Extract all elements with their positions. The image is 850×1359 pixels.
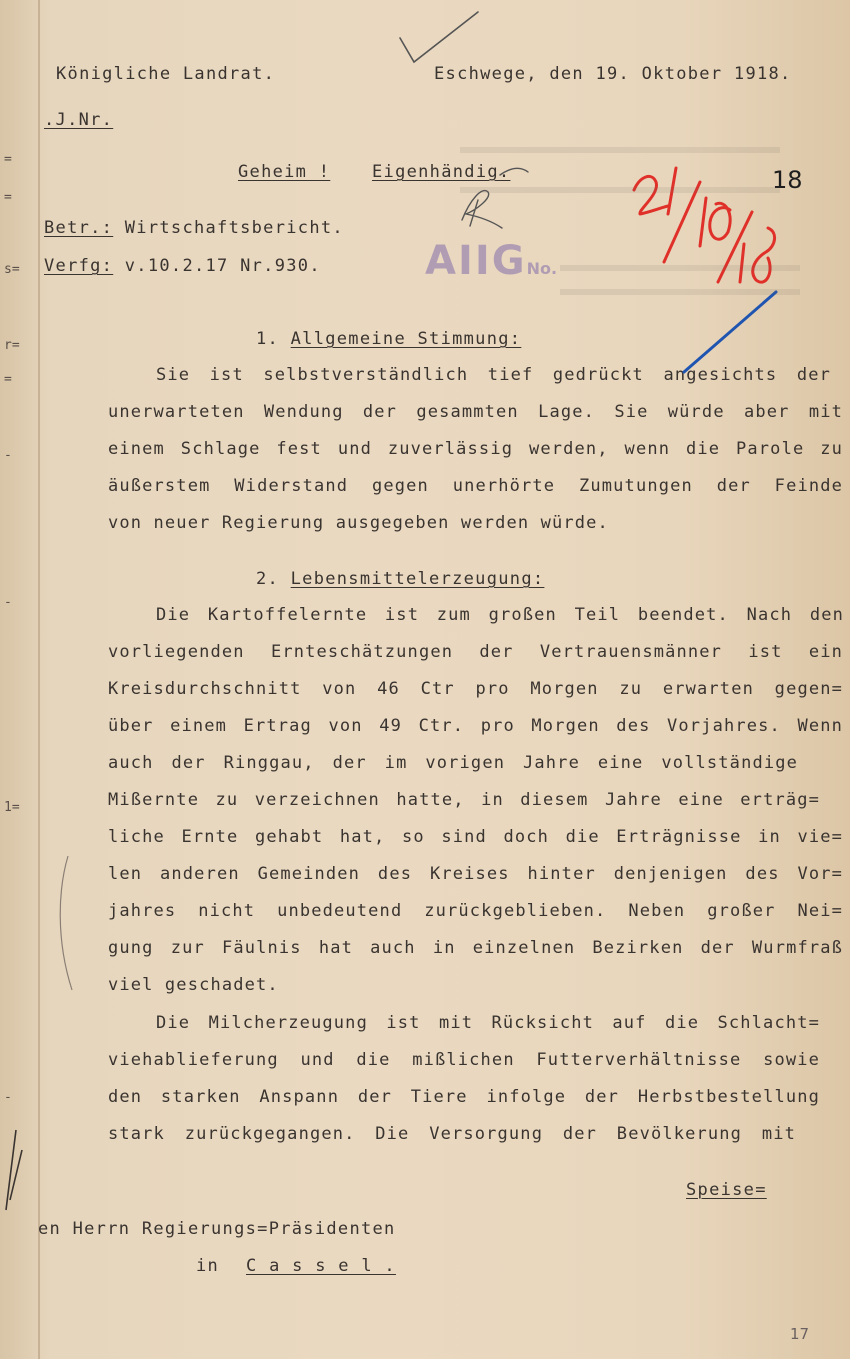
pencil-initial-mark <box>462 168 528 228</box>
text-line: den starken Anspann der Tiere infolge der Herbstbestellung <box>108 1087 820 1107</box>
margin-mark: - <box>4 1090 12 1105</box>
place-date: Eschwege, den 19. Oktober 1918. <box>434 64 792 84</box>
text-line: vorliegenden Ernteschätzungen der Vertrauensmänner ist ein <box>108 642 843 662</box>
text-line: Kreisdurchschnitt von 46 Ctr pro Morgen zu erwarten gegen= <box>108 679 843 699</box>
margin-mark: - <box>4 595 12 610</box>
office-name: Königliche Landrat. <box>56 64 276 84</box>
text-line: Sie ist selbstverständlich tief gedrückt angesichts der <box>156 365 831 385</box>
stamp-no: No. <box>526 259 558 278</box>
own-hand-label: Eigenhändig. <box>372 162 511 182</box>
text-line: von neuer Regierung ausgegeben werden würde. <box>108 513 609 533</box>
blue-pencil-stroke <box>684 292 776 372</box>
text-line: gung zur Fäulnis hat auch in einzelnen Bezirken der Wurmfraß <box>108 938 843 958</box>
section-2-number: 2. <box>256 569 280 589</box>
section-1-number: 1. <box>256 329 280 349</box>
text-line: viel geschadet. <box>108 975 279 995</box>
journal-number: .J.Nr. <box>44 110 114 130</box>
text-line: über einem Ertrag von 49 Ctr. pro Morgen des Vorjahres. Wenn <box>108 716 843 736</box>
order-label: Verfg: <box>44 256 114 276</box>
subject-label: Betr.: <box>44 218 114 238</box>
margin-mark: = <box>4 190 12 205</box>
margin-mark: r= <box>4 338 20 353</box>
stamp-text: AIIG <box>425 238 527 284</box>
text-line: liche Ernte gehabt hat, so sind doch die Erträgnisse in vie= <box>108 827 843 847</box>
addressee-city: C a s s e l . <box>246 1256 396 1276</box>
text-line: Mißernte zu verzeichnen hatte, in diesem Jahre eine erträg= <box>108 790 820 810</box>
secret-label: Geheim ! <box>238 162 331 182</box>
addressee-prefix: in <box>196 1256 220 1276</box>
margin-pencil-stroke <box>6 1130 22 1210</box>
text-line: viehablieferung und die mißlichen Futterverhältnisse sowie <box>108 1050 820 1070</box>
text-line: stark zurückgegangen. Die Versorgung der Bevölkerung mit <box>108 1124 796 1144</box>
catchword: Speise= <box>686 1180 767 1200</box>
margin-mark: - <box>4 448 12 463</box>
margin-pencil-bracket <box>60 856 72 990</box>
margin-mark: s= <box>4 262 20 277</box>
text-line: jahres nicht unbedeutend zurückgeblieben. Neben großer Nei= <box>108 901 843 921</box>
margin-mark: 1= <box>4 800 20 815</box>
order-text: v.10.2.17 Nr.930. <box>124 256 321 276</box>
text-line: äußerstem Widerstand gegen unerhörte Zumutungen der Feinde <box>108 476 843 496</box>
text-line: unerwarteten Wendung der gesammten Lage. Sie würde aber mit <box>108 402 843 422</box>
addressee-title: en Herrn Regierungs=Präsidenten <box>38 1219 396 1239</box>
margin-mark: = <box>4 152 12 167</box>
text-line: len anderen Gemeinden des Kreises hinter denjenigen des Vor= <box>108 864 843 884</box>
text-line: Die Milcherzeugung ist mit Rücksicht auf die Schlacht= <box>156 1013 820 1033</box>
folio-number: 17 <box>790 1325 810 1343</box>
subject-text: Wirtschaftsbericht. <box>124 218 344 238</box>
pencil-check-mark <box>400 12 478 62</box>
text-line: einem Schlage fest und zuverlässig werden, wenn die Parole zu <box>108 439 843 459</box>
text-line: auch der Ringgau, der im vorigen Jahre eine vollständige <box>108 753 798 773</box>
text-line: Die Kartoffelernte ist zum großen Teil beendet. Nach den <box>156 605 844 625</box>
section-2-title: Lebensmittelerzeugung: <box>290 569 545 589</box>
margin-mark: = <box>4 372 12 387</box>
section-1-title: Allgemeine Stimmung: <box>290 329 522 349</box>
page-number: 18 <box>772 166 803 194</box>
